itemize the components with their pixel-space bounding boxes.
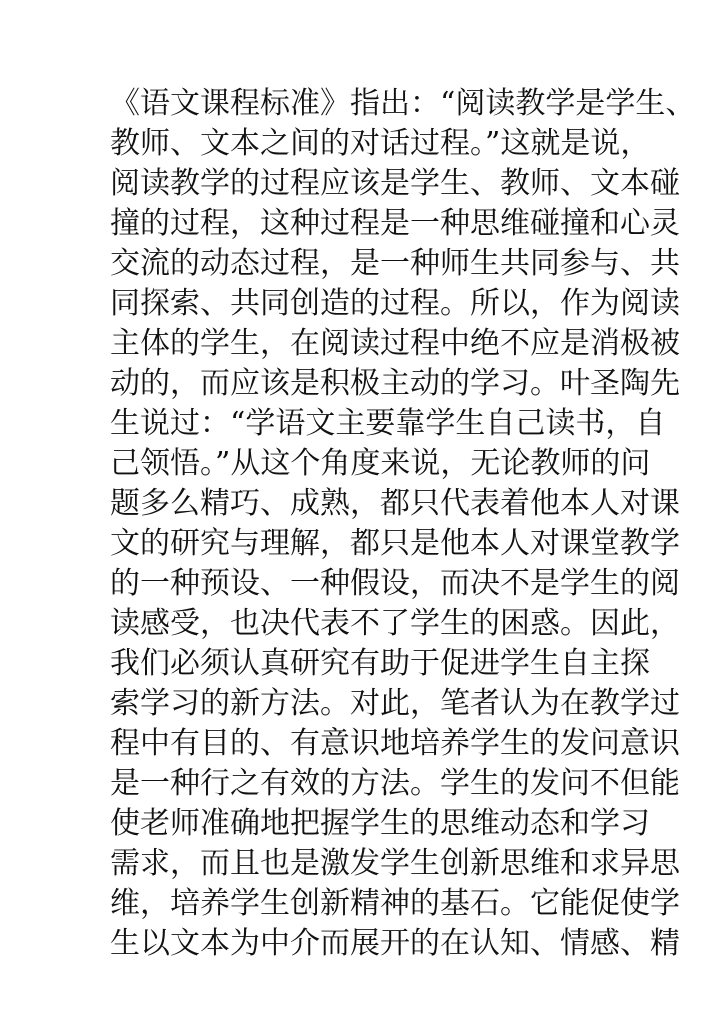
text-line: 动的，而应该是积极主动的学习。叶圣陶先: [110, 366, 680, 401]
text-line: 我们必须认真研究有助于促进学生自主探: [110, 646, 650, 681]
text-line: 《语文课程标准》指出：“阅读教学是学生、: [110, 86, 696, 121]
text-line: 生说过：“学语文主要靠学生自己读书，自: [110, 406, 666, 441]
text-line: 题多么精巧、成熟，都只代表着他本人对课: [110, 486, 680, 521]
text-line: 阅读教学的过程应该是学生、教师、文本碰: [110, 166, 680, 201]
text-line: 主体的学生，在阅读过程中绝不应是消极被: [110, 326, 680, 361]
text-line: 的一种预设、一种假设，而决不是学生的阅: [110, 566, 680, 601]
text-line: 索学习的新方法。对此，笔者认为在教学过: [110, 686, 680, 721]
text-line: 维，培养学生创新精神的基石。它能促使学: [110, 886, 680, 921]
body-paragraph: [110, 84, 696, 964]
text-line: 教师、文本之间的对话过程。”这就是说，: [110, 126, 651, 161]
text-line: 使老师准确地把握学生的思维动态和学习: [110, 806, 650, 841]
text-line: 同探索、共同创造的过程。所以，作为阅读: [110, 286, 680, 321]
text-line: 交流的动态过程，是一种师生共同参与、共: [110, 246, 680, 281]
text-line: 撞的过程，这种过程是一种思维碰撞和心灵: [110, 206, 680, 241]
text-line: 是一种行之有效的方法。学生的发问不但能: [110, 766, 680, 801]
text-line: 文的研究与理解，都只是他本人对课堂教学: [110, 526, 680, 561]
text-line: 程中有目的、有意识地培养学生的发问意识: [110, 726, 680, 761]
text-line: 生以文本为中介而展开的在认知、情感、精: [110, 926, 680, 961]
text-line: 己领悟。”从这个角度来说，无论教师的问: [110, 446, 651, 481]
text-line: 需求，而且也是激发学生创新思维和求异思: [110, 846, 680, 881]
text-line: 读感受，也决代表不了学生的困惑。因此，: [110, 606, 680, 641]
